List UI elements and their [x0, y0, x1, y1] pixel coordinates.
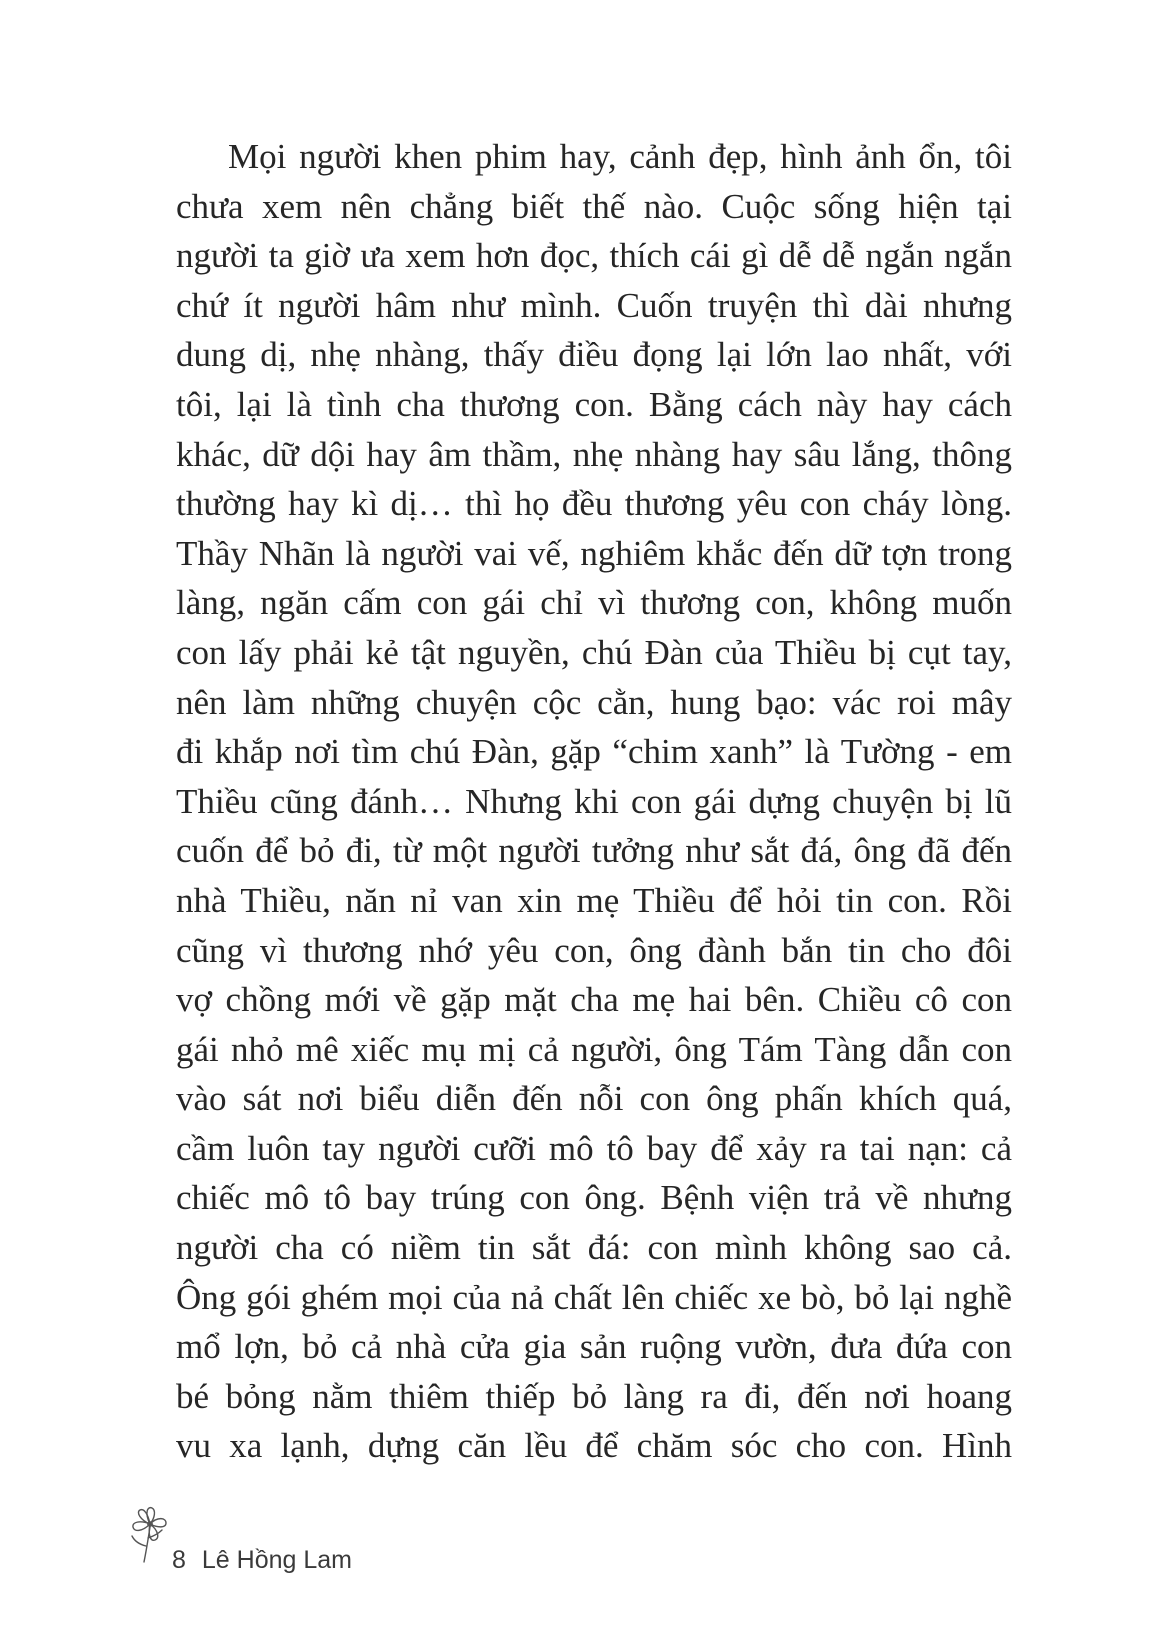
text-line: con lấy phải kẻ tật nguyền, chú Đàn của Thiều bị cụt tay, [176, 632, 1012, 672]
text-line: Ông gói ghém mọi của nả chất lên chiếc xe bò, bỏ lại nghề [176, 1277, 1012, 1317]
page-number: 8 [172, 1546, 186, 1574]
text-line: bé bỏng nằm thiêm thiếp bỏ làng ra đi, đến nơi hoang [176, 1376, 1012, 1416]
text-line: vào sát nơi biểu diễn đến nỗi con ông phấn khích quá, [176, 1079, 1012, 1119]
text-line: khác, dữ dội hay âm thầm, nhẹ nhàng hay sâu lắng, thông [176, 434, 1012, 474]
text-line: tôi, lại là tình cha thương con. Bằng cách này hay cách [176, 384, 1012, 424]
body-text [176, 132, 1012, 1471]
text-line: mổ lợn, bỏ cả nhà cửa gia sản ruộng vườn, đưa đứa con [176, 1327, 1012, 1367]
text-line: cuốn để bỏ đi, từ một người tưởng như sắt đá, ông đã đến [176, 831, 1012, 871]
text-line: Thiều cũng đánh… Nhưng khi con gái dựng chuyện bị lũ [176, 781, 1012, 821]
text-line: chiếc mô tô bay trúng con ông. Bệnh viện trả về nhưng [176, 1178, 1012, 1218]
text-line: Thầy Nhãn là người vai vế, nghiêm khắc đến dữ tợn trong [176, 533, 1012, 573]
text-line: chưa xem nên chẳng biết thế nào. Cuộc sống hiện tại [176, 186, 1012, 226]
text-line: thường hay kì dị… thì họ đều thương yêu con cháy lòng. [176, 484, 1012, 524]
author-name: Lê Hồng Lam [201, 1546, 353, 1574]
text-line: nên làm những chuyện cộc cằn, hung bạo: vác roi mây [176, 682, 1012, 722]
page-footer [124, 1500, 524, 1590]
text-line: cũng vì thương nhớ yêu con, ông đành bắn tin cho đôi [176, 930, 1012, 970]
folio [172, 1546, 352, 1575]
text-line: chứ ít người hâm như mình. Cuốn truyện thì dài nhưng [176, 285, 1012, 325]
flower-icon [124, 1500, 176, 1584]
text-line: cầm luôn tay người cưỡi mô tô bay để xảy ra tai nạn: cả [176, 1128, 1012, 1168]
text-line: gái nhỏ mê xiếc mụ mị cả người, ông Tám Tàng dẫn con [176, 1029, 1012, 1069]
text-line: đi khắp nơi tìm chú Đàn, gặp “chim xanh” là Tường - em [176, 732, 1012, 772]
text-line: Mọi người khen phim hay, cảnh đẹp, hình ảnh ổn, tôi [228, 137, 1012, 176]
text-line: người ta giờ ưa xem hơn đọc, thích cái gì dễ dễ ngắn ngắn [176, 236, 1012, 276]
text-line: dung dị, nhẹ nhàng, thấy điều đọng lại lớn lao nhất, với [176, 335, 1012, 375]
text-line: làng, ngăn cấm con gái chỉ vì thương con, không muốn [176, 583, 1012, 623]
text-line: nhà Thiều, năn nỉ van xin mẹ Thiều để hỏi tin con. Rồi [176, 880, 1012, 920]
text-line: người cha có niềm tin sắt đá: con mình không sao cả. [176, 1228, 1012, 1268]
text-line: vợ chồng mới về gặp mặt cha mẹ hai bên. Chiều cô con [176, 980, 1012, 1020]
text-line: vu xa lạnh, dựng căn lều để chăm sóc cho con. Hình [176, 1426, 1012, 1466]
